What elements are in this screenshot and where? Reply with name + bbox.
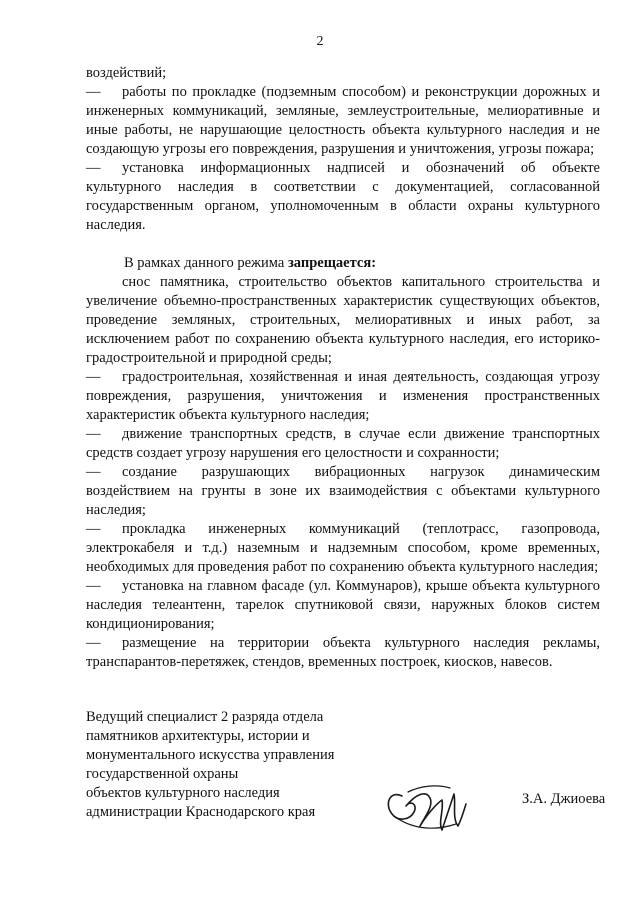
prohibited-item-3 [86,463,600,520]
prohibited-text-0: снос памятника, строительство объектов капитального строительства и увеличение объемно-пространственных характеристик существующих объектов, проведение земляных, строительных, мелиоративных и иных работ, за исключением работ по сохранению объекта культурного наследия, его историко-градостроительной и природной среды; [86,274,600,366]
regime-heading-prefix: В рамках данного режима [124,255,288,271]
intro-paragraph-0 [86,64,600,83]
signatory-position-line: администрации Краснодарского края [86,804,316,820]
prohibited-item-6 [86,634,600,672]
intro-text-0: воздействий; [86,65,167,81]
regime-heading-bold: запрещается: [287,255,377,271]
intro-paragraph-1 [86,83,600,159]
dash-marker: — [86,578,101,594]
dash-marker: — [86,635,101,651]
signatory-position-line: Ведущий специалист 2 разряда отдела [86,709,324,725]
prohibited-text-6: размещение на территории объекта культурного наследия рекламы, транспарантов-перетяжек, стендов, временных построек, киосков, навесов. [86,635,600,670]
prohibited-item-0 [86,273,600,368]
dash-marker: — [86,84,101,100]
prohibited-text-1: градостроительная, хозяйственная и иная деятельность, создающая угрозу повреждения, разрушения, уничтожения и изменения пространственных характеристик объекта культурного наследия; [86,369,600,423]
dash-marker: — [86,426,101,442]
document-body [86,64,600,672]
prohibited-item-1 [86,368,600,425]
prohibited-item-5 [86,577,600,634]
page-number: 2 [316,34,324,49]
signatory-position-line: объектов культурного наследия [86,785,280,801]
paragraph-gap [86,235,600,254]
dash-marker: — [86,369,101,385]
prohibited-text-4: прокладка инженерных коммуникаций (теплотрасс, газопровода, электрокабеля и т.д.) наземным и надземным способом, кроме временных, необходимых для проведения работ по сохранению объекта культурного наследия; [86,521,600,575]
signatory-position [86,708,356,822]
dash-marker: — [86,464,101,480]
regime-heading [86,254,600,273]
prohibited-text-3: создание разрушающих вибрационных нагрузок динамическим воздействием на грунты в зоне их взаимодействия с объектами культурного наследия; [86,464,600,518]
signatory-position-line: монументального искусства управления [86,747,335,763]
intro-text-2: установка информационных надписей и обозначений об объекте культурного наследия в соответствии с документацией, согласованной государственным органом, уполномоченным в области охраны культурного наследия. [86,160,600,233]
intro-paragraph-2 [86,159,600,235]
prohibited-text-2: движение транспортных средств, в случае если движение транспортных средств создает угрозу нарушения его целостности и сохранности; [86,426,600,461]
prohibited-text-5: установка на главном фасаде (ул. Коммунаров), крыше объекта культурного наследия телеантенн, тарелок спутниковой связи, наружных блоков систем кондиционирования; [86,578,600,632]
signatory-position-line: памятников архитектуры, истории и [86,728,310,744]
prohibited-item-4 [86,520,600,577]
signatory-position-line: государственной охраны [86,766,239,782]
intro-text-1: работы по прокладке (подземным способом) и реконструкции дорожных и инженерных коммуникаций, земляные, землеустроительные, мелиоративные и иные работы, не нарушающие целостность объекта культурного наследия и не создающую угрозы его повреждения, разрушения и уничтожения, угрозы пожара; [86,84,600,157]
dash-marker: — [86,521,101,537]
handwritten-signature [380,770,470,840]
dash-marker: — [86,160,101,176]
prohibited-item-2 [86,425,600,463]
signatory-name: З.А. Джиоева [522,791,606,807]
